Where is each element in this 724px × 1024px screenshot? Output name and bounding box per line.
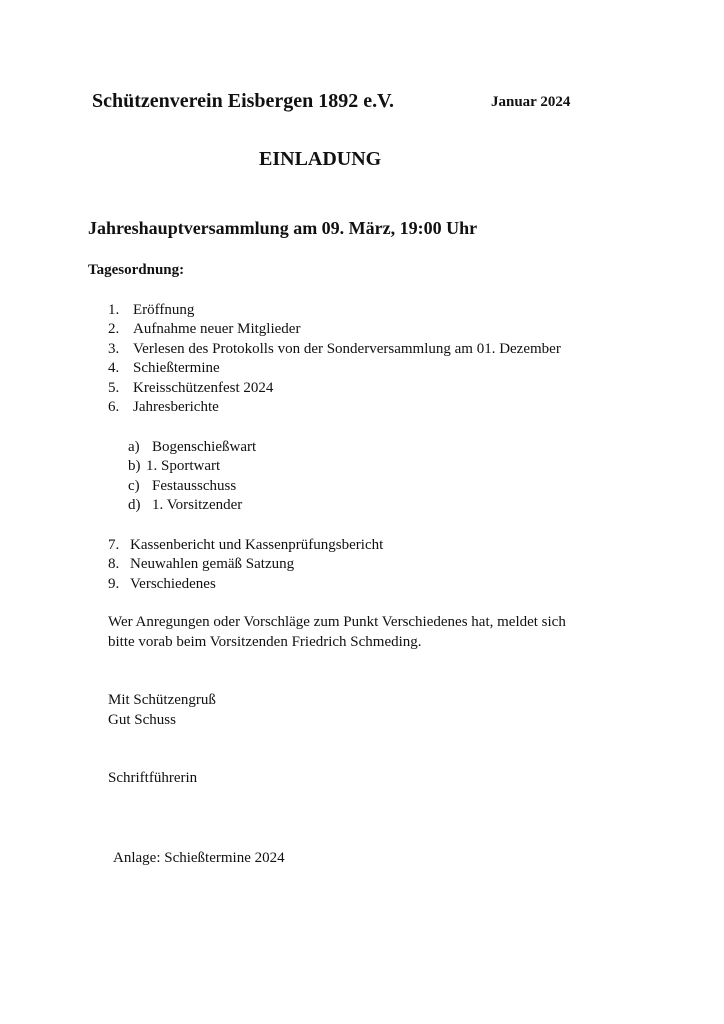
subitem: Festausschuss xyxy=(152,478,237,494)
agenda-item: Verschiedenes xyxy=(130,576,216,592)
agenda-num: 4. xyxy=(108,360,120,376)
closing-line: Gut Schuss xyxy=(108,712,176,728)
subitem: Bogenschießwart xyxy=(152,439,257,455)
agenda-num: 3. xyxy=(108,341,120,357)
subitem-num: d) xyxy=(128,497,141,513)
agenda-num: 7. xyxy=(108,537,120,553)
agenda-label: Tagesordnung: xyxy=(88,262,185,278)
attachment-note: Anlage: Schießtermine 2024 xyxy=(113,850,285,866)
signature-role: Schriftführerin xyxy=(108,770,198,786)
subitem: 1. Sportwart xyxy=(146,458,221,474)
subitem-num: c) xyxy=(128,478,140,494)
document-date: Januar 2024 xyxy=(491,94,571,110)
agenda-item: Aufnahme neuer Mitglieder xyxy=(133,321,301,337)
agenda-item: Verlesen des Protokolls von der Sonderversammlung am 01. Dezember xyxy=(133,341,561,357)
agenda-num: 6. xyxy=(108,399,120,415)
document-title: EINLADUNG xyxy=(259,148,382,170)
agenda-item: Schießtermine xyxy=(133,360,220,376)
note-line: Wer Anregungen oder Vorschläge zum Punkt Verschiedenes hat, meldet sich xyxy=(108,614,566,630)
agenda-item: Eröffnung xyxy=(133,302,195,318)
agenda-item: Neuwahlen gemäß Satzung xyxy=(130,556,295,572)
closing-line: Mit Schützengruß xyxy=(108,692,216,708)
subitem-num: a) xyxy=(128,439,140,455)
note-line: bitte vorab beim Vorsitzenden Friedrich Schmeding. xyxy=(108,634,422,650)
meeting-heading: Jahreshauptversammlung am 09. März, 19:00 Uhr xyxy=(88,218,478,238)
agenda-num: 2. xyxy=(108,321,120,337)
agenda-num: 9. xyxy=(108,576,120,592)
agenda-num: 1. xyxy=(108,302,120,318)
subitem: 1. Vorsitzender xyxy=(152,497,243,513)
club-name: Schützenverein Eisbergen 1892 e.V. xyxy=(92,90,395,112)
agenda-item: Kassenbericht und Kassenprüfungsbericht xyxy=(130,537,384,553)
agenda-num: 8. xyxy=(108,556,120,572)
agenda-num: 5. xyxy=(108,380,120,396)
agenda-item: Kreisschützenfest 2024 xyxy=(133,380,274,396)
subitem-num: b) xyxy=(128,458,141,474)
agenda-item: Jahresberichte xyxy=(133,399,219,415)
